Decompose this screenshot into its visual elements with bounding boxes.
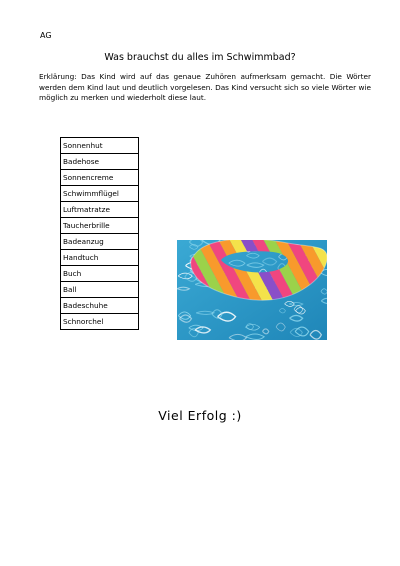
author-tag: AG: [40, 31, 52, 40]
table-row: [61, 234, 139, 250]
word-cell: Buch: [61, 266, 139, 282]
word-cell: Handtuch: [61, 250, 139, 266]
word-cell: Badeschuhe: [61, 298, 139, 314]
swim-ring-illustration: [177, 240, 327, 340]
word-cell: Badehose: [61, 154, 139, 170]
word-cell: Ball: [61, 282, 139, 298]
word-list-table: [60, 137, 139, 330]
table-row: [61, 218, 139, 234]
table-row: [61, 154, 139, 170]
word-cell: Badeanzug: [61, 234, 139, 250]
word-cell: Sonnencreme: [61, 170, 139, 186]
table-row: [61, 170, 139, 186]
table-row: [61, 186, 139, 202]
table-row: [61, 266, 139, 282]
swim-ring-photo: [177, 240, 327, 340]
word-cell: Schwimmflügel: [61, 186, 139, 202]
table-row: [61, 282, 139, 298]
closing-text: Viel Erfolg :): [158, 408, 242, 423]
word-cell: Taucherbrille: [61, 218, 139, 234]
word-cell: Schnorchel: [61, 314, 139, 330]
table-row: [61, 202, 139, 218]
table-row: [61, 314, 139, 330]
word-cell: Sonnenhut: [61, 138, 139, 154]
table-row: [61, 250, 139, 266]
table-row: [61, 138, 139, 154]
table-row: [61, 298, 139, 314]
page-title: Was brauchst du alles im Schwimmbad?: [104, 52, 296, 63]
explanation-text: Erklärung: Das Kind wird auf das genaue Zuhören aufmerksam gemacht. Die Wörter werden dem Kind laut und deutlich vorgelesen. Das Kind versucht sich so viele Wörter wie möglich zu merken und wiederholt diese laut.: [39, 72, 371, 102]
word-cell: Luftmatratze: [61, 202, 139, 218]
